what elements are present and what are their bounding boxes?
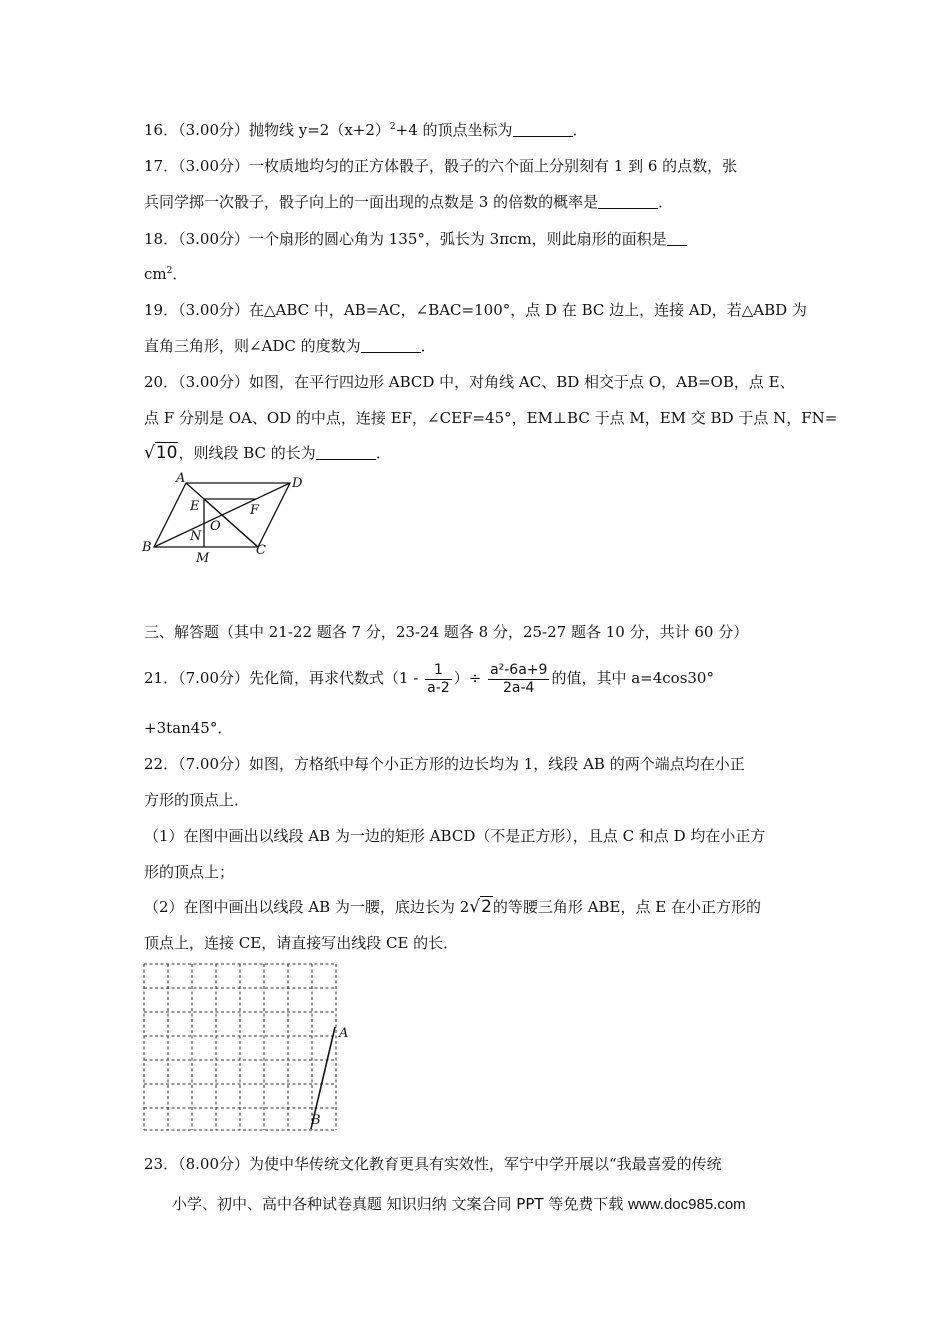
question-22-line-1: 22．（7.00分）如图，方格纸中每个小正方形的边长均为 1，线段 AB 的两个端点均在小正 bbox=[144, 755, 745, 773]
q19-end: ． bbox=[420, 337, 436, 355]
q19-text: 直角三角形，则∠ADC 的度数为 bbox=[144, 337, 361, 355]
label-f: F bbox=[250, 503, 260, 518]
q20-sqrt-value: 10 bbox=[155, 443, 178, 463]
grid-label-b: B bbox=[311, 1113, 321, 1128]
parallelogram-figure bbox=[140, 470, 320, 566]
q22-sqrt: √2 bbox=[469, 897, 492, 917]
question-22-line-6: 顶点上，连接 CE，请直接写出线段 CE 的长． bbox=[144, 934, 459, 952]
label-b: B bbox=[142, 540, 152, 555]
q16-end: ． bbox=[572, 121, 588, 139]
section-3-title: 三、解答题（其中 21-22 题各 7 分，23-24 题各 8 分，25-27 题各 10 分，共计 60 分） bbox=[144, 623, 749, 641]
label-d: D bbox=[292, 476, 303, 491]
q16-text: 16．（3.00分）抛物线 y=2（x+2） bbox=[144, 121, 390, 139]
question-17-line-1: 17．（3.00分）一枚质地均匀的正方体骰子，骰子的六个面上分别刻有 1 到 6 的点数，张 bbox=[144, 157, 738, 175]
question-21-line-2: +3tan45°． bbox=[144, 719, 233, 737]
q21-frac1-num: 1 bbox=[425, 662, 452, 680]
label-m: M bbox=[196, 551, 210, 566]
q19-answer-blank[interactable] bbox=[361, 338, 421, 353]
q21-frac2-den: 2a-4 bbox=[503, 679, 535, 696]
q22-sqrt-value: 2 bbox=[481, 897, 492, 917]
label-o: O bbox=[210, 519, 221, 534]
grid-label-a: A bbox=[339, 1026, 349, 1041]
question-22-line-3: （1）在图中画出以线段 AB 为一边的矩形 ABCD（不是正方形），且点 C 和点 D 均在小正方 bbox=[144, 827, 766, 845]
question-21-line-1 bbox=[144, 660, 714, 697]
footer-text: 小学、初中、高中各种试卷真题 知识归纳 文案合同 PPT 等免费下载 bbox=[172, 1195, 624, 1213]
question-20-line-3 bbox=[144, 443, 391, 463]
question-22-line-2: 方形的顶点上． bbox=[144, 791, 250, 809]
question-20-line-1: 20．（3.00分）如图，在平行四边形 ABCD 中，对角线 AC、BD 相交于点 O，AB=OB，点 E、 bbox=[144, 373, 795, 391]
question-19-line-1: 19．（3.00分）在△ABC 中，AB=AC，∠BAC=100°，点 D 在 BC 边上，连接 AD，若△ABD 为 bbox=[144, 301, 807, 319]
q16-answer-blank[interactable] bbox=[513, 122, 573, 137]
q20-text: ，则线段 BC 的长为 bbox=[178, 444, 316, 462]
q18-unit-superscript: 2 bbox=[166, 266, 173, 276]
q16-superscript: 2 bbox=[389, 122, 396, 132]
q21-fraction-2 bbox=[488, 662, 549, 697]
question-22-line-5 bbox=[144, 897, 761, 917]
q21-suffix: 的值，其中 a=4cos30° bbox=[551, 669, 714, 687]
q17-end: ． bbox=[658, 193, 674, 211]
footer-banner bbox=[172, 1193, 746, 1214]
q21-prefix: 21．（7.00分）先化简，再求代数式（1 - bbox=[144, 669, 419, 687]
q21-fraction-1 bbox=[425, 662, 452, 697]
question-17-line-2 bbox=[144, 192, 673, 212]
q16-tail: +4 的顶点坐标为 bbox=[395, 121, 513, 139]
question-19-line-2 bbox=[144, 336, 436, 356]
label-a: A bbox=[176, 471, 186, 486]
q18-unit: cm bbox=[144, 265, 167, 283]
question-18-line-1 bbox=[144, 229, 687, 249]
q17-text: 兵同学掷一次骰子，骰子向上的一面出现的点数是 3 的倍数的概率是 bbox=[144, 193, 599, 211]
q18-answer-blank[interactable] bbox=[667, 231, 687, 246]
label-e: E bbox=[190, 499, 200, 514]
q22-text-a: （2）在图中画出以线段 AB 为一腰，底边长为 2 bbox=[144, 898, 470, 916]
q21-frac1-den: a-2 bbox=[427, 679, 450, 696]
q20-end: ． bbox=[375, 444, 391, 462]
q18-end: ． bbox=[172, 265, 188, 283]
q20-answer-blank[interactable] bbox=[316, 445, 376, 460]
q21-mid: ）÷ bbox=[453, 669, 482, 687]
q18-text: 18．（3.00分）一个扇形的圆心角为 135°，弧长为 3πcm，则此扇形的面积是 bbox=[144, 230, 667, 248]
q22-text-b: 的等腰三角形 ABE，点 E 在小正方形的 bbox=[492, 898, 761, 916]
question-23-line-1: 23．（8.00分）为使中华传统文化教育更具有实效性，军宁中学开展以“我最喜爱的传统 bbox=[144, 1155, 722, 1173]
question-18-line-2 bbox=[144, 264, 187, 287]
label-n: N bbox=[190, 529, 202, 544]
q17-answer-blank[interactable] bbox=[598, 194, 658, 209]
question-16 bbox=[144, 120, 588, 143]
q20-sqrt: √10 bbox=[144, 443, 178, 463]
question-20-line-2: 点 F 分别是 OA、OD 的中点，连接 EF，∠CEF=45°，EM⊥BC 于点 M，EM 交 BD 于点 N，FN= bbox=[144, 409, 838, 427]
question-22-line-4: 形的顶点上； bbox=[144, 863, 235, 881]
footer-link[interactable]: www.doc985.com bbox=[628, 1196, 746, 1213]
square-grid-figure bbox=[140, 960, 360, 1136]
label-c: C bbox=[256, 543, 266, 558]
q21-frac2-num: a²-6a+9 bbox=[490, 661, 548, 678]
